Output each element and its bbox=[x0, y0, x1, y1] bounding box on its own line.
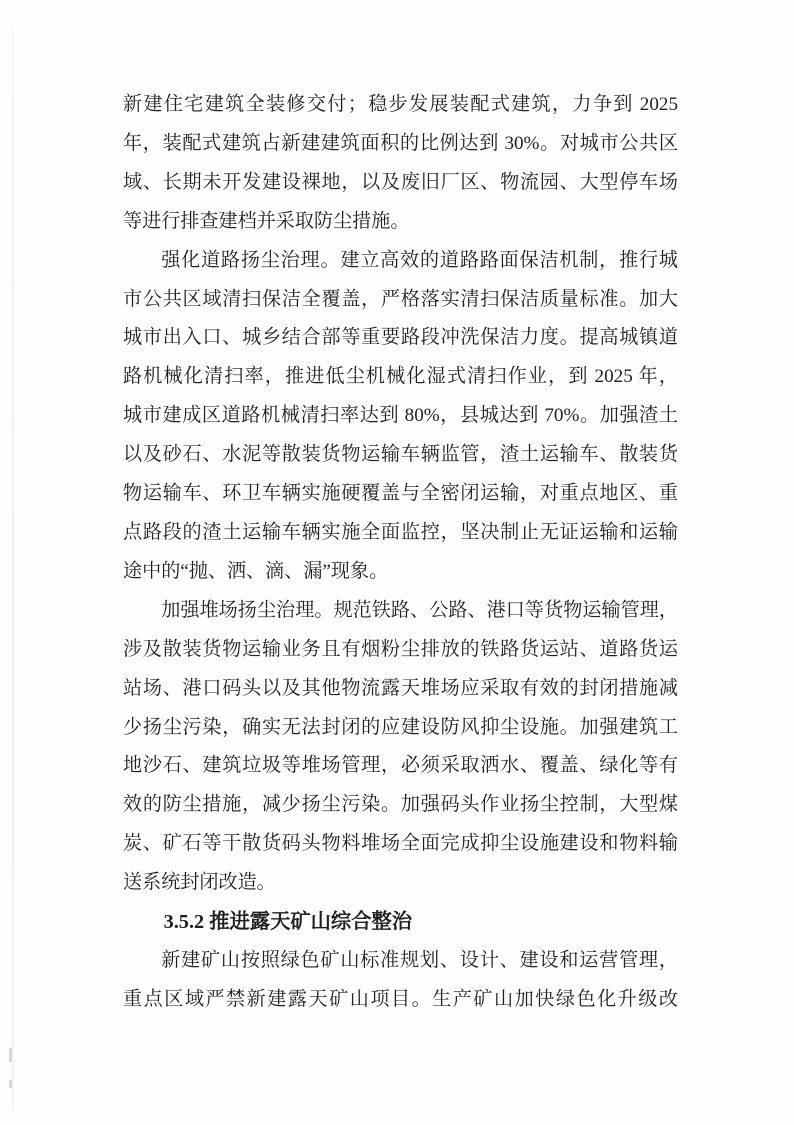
paragraph bbox=[123, 242, 678, 592]
body-text-line: 地沙石、建筑垃圾等堆场管理，必须采取洒水、覆盖、绿化等有 bbox=[123, 755, 678, 777]
body-text-line: 以及砂石、水泥等散装货物运输车辆监管，渣土运输车、散装货 bbox=[123, 444, 678, 466]
paragraph bbox=[123, 592, 678, 903]
scan-speck bbox=[9, 1048, 12, 1062]
body-text-line: 物运输车、环卫车辆实施硬覆盖与全密闭运输，对重点地区、重 bbox=[123, 483, 678, 505]
body-text-line: 炭、矿石等干散货码头物料堆场全面完成抑尘设施建设和物料输 bbox=[123, 833, 678, 855]
body-text-line: 途中的“抛、洒、滴、漏”现象。 bbox=[123, 560, 389, 582]
body-text-line: 市公共区域清扫保洁全覆盖，严格落实清扫保洁质量标准。加大 bbox=[123, 288, 678, 310]
body-text-line: 新建矿山按照绿色矿山标准规划、设计、建设和运营管理， bbox=[161, 949, 678, 971]
body-text-line: 站场、港口码头以及其他物流露天堆场应采取有效的封闭措施减 bbox=[123, 677, 678, 699]
body-text-line: 重点区域严禁新建露天矿山项目。生产矿山加快绿色化升级改 bbox=[123, 988, 678, 1010]
scan-edge-artifact bbox=[12, 28, 14, 1110]
body-text-line: 送系统封闭改造。 bbox=[123, 872, 276, 894]
body-text-line: 等进行排查建档并采取防尘措施。 bbox=[123, 210, 410, 232]
body-text-line: 路机械化清扫率，推进低尘机械化湿式清扫作业，到 2025 年， bbox=[123, 366, 678, 388]
body-text-line: 域、长期未开发建设裸地，以及废旧厂区、物流园、大型停车场 bbox=[123, 171, 678, 193]
paragraph bbox=[123, 86, 678, 242]
body-text-line: 点路段的渣土运输车辆实施全面监控，坚决制止无证运输和运输 bbox=[123, 521, 678, 543]
text-block bbox=[123, 86, 678, 1020]
body-text-line: 加强堆场扬尘治理。规范铁路、公路、港口等货物运输管理， bbox=[161, 599, 678, 621]
body-text-line: 新建住宅建筑全装修交付；稳步发展装配式建筑，力争到 2025 bbox=[123, 94, 678, 115]
section-heading-block bbox=[123, 903, 678, 942]
body-text-line: 效的防尘措施，减少扬尘污染。加强码头作业扬尘控制，大型煤 bbox=[123, 794, 678, 816]
scan-speck bbox=[9, 1080, 12, 1088]
body-text-line: 城市出入口、城乡结合部等重要路段冲洗保洁力度。提高城镇道 bbox=[123, 327, 678, 349]
body-text-line: 涉及散装货物运输业务且有烟粉尘排放的铁路货运站、道路货运 bbox=[123, 638, 678, 660]
body-text-line: 城市建成区道路机械清扫率达到 80%，县城达到 70%。加强渣土 bbox=[123, 405, 678, 427]
paragraph bbox=[123, 942, 678, 1020]
section-heading: 3.5.2 推进露天矿山综合整治 bbox=[163, 911, 413, 934]
body-text-line: 年，装配式建筑占新建建筑面积的比例达到 30%。对城市公共区 bbox=[123, 132, 678, 154]
body-text-line: 少扬尘污染，确实无法封闭的应建设防风抑尘设施。加强建筑工 bbox=[123, 716, 678, 738]
body-text-line: 强化道路扬尘治理。建立高效的道路路面保洁机制，推行城 bbox=[161, 249, 678, 271]
